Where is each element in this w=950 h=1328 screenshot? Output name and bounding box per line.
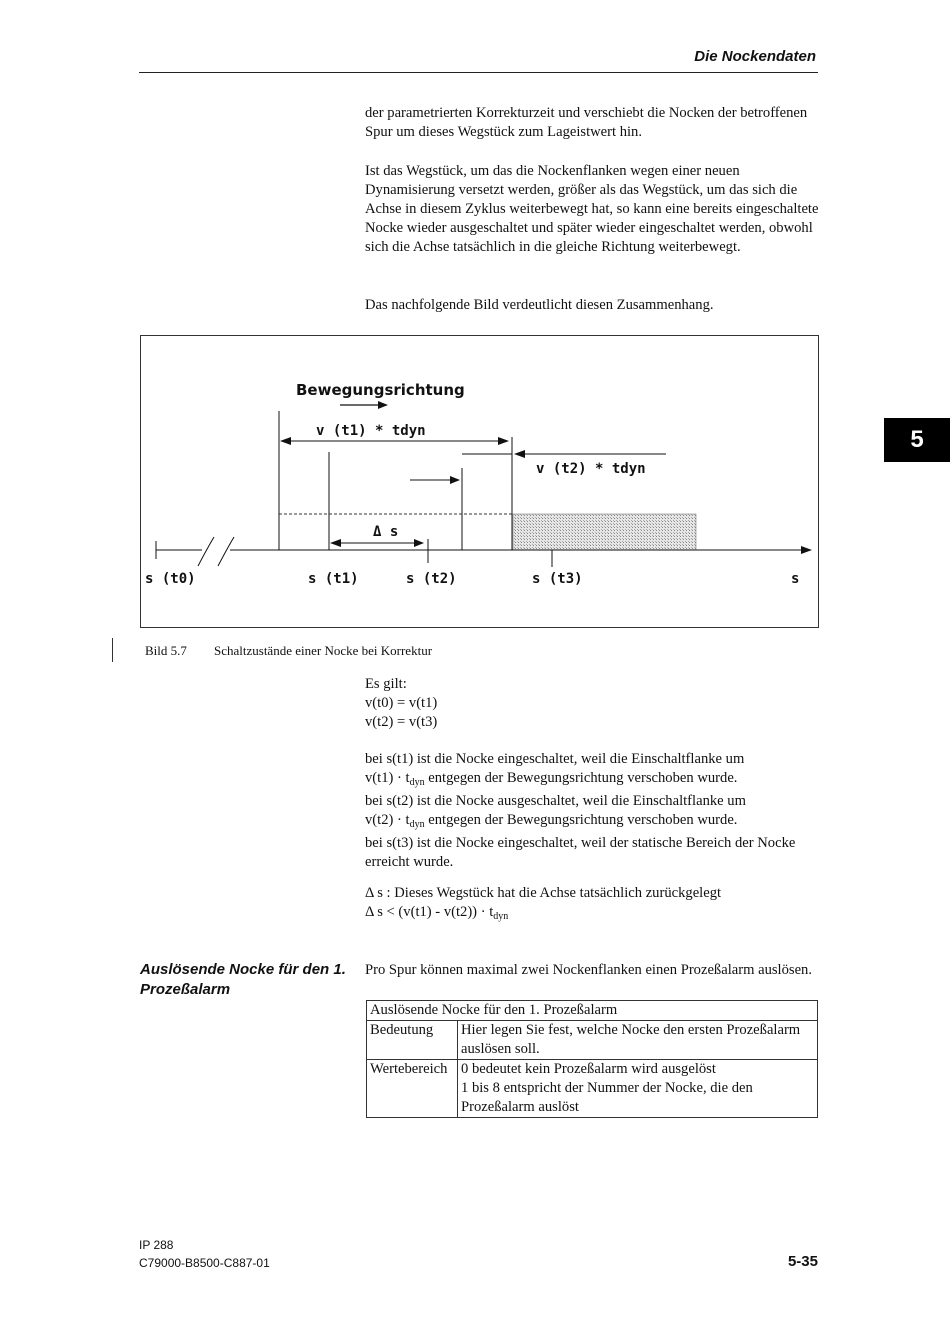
explanation-line-t1a: bei s(t1) ist die Nocke eingeschaltet, weil die Einschaltflanke um: [365, 751, 745, 767]
section-heading: Auslösende Nocke für den 1. Prozeßalarm: [140, 961, 346, 998]
ds-label: Δ s: [373, 524, 399, 540]
axis-label-t2: s (t2): [406, 571, 457, 587]
explanation-line-t3: bei s(t3) ist die Nocke eingeschaltet, weil der statische Bereich der Nocke erreicht wurde.: [365, 835, 796, 870]
equations-block: [365, 675, 820, 732]
diagram-title: Bewegungsrichtung: [296, 381, 465, 399]
v1-label: v (t1) * tdyn: [316, 423, 426, 439]
table-row: [367, 1021, 818, 1060]
delta-s-formula: Δ $s < (v(t1) - v(t2)) \cdot t_{dyn}$: [365, 904, 509, 922]
axis-label-s: s: [791, 571, 800, 587]
table-row-value: 0 bedeutet kein Prozeßalarm wird ausgelöst 1 bis 8 entspricht der Nummer der Nocke, die den Prozeßalarm auslöst: [458, 1060, 818, 1118]
page-header-title: Die Nockendaten: [694, 48, 816, 65]
intro-paragraph-3: Das nachfolgende Bild verdeutlicht diesen Zusammenhang.: [365, 297, 714, 313]
cam-static-region: [513, 514, 696, 550]
change-bar: [112, 638, 113, 662]
figure-caption: [145, 643, 432, 659]
axis-label-t0: s (t0): [145, 571, 196, 587]
header-rule: [139, 72, 818, 73]
footer-order-number: C79000-B8500-C887-01: [139, 1256, 270, 1270]
intro-paragraph-2: Ist das Wegstück, um das die Nockenflanken wegen einer neuen Dynamisierung versetzt werden, größer als das Wegstück, um das sich die Achse in diesem Zyklus weiterbewegt hat, so kann eine bereits eingeschaltete Nocke wieder ausgeschaltet und später wieder eingeschaltet werden, obwohl sich die Achse tatsächlich in die gleiche Richtung weiterbewegt.: [365, 163, 819, 255]
table-row-value: Hier legen Sie fest, welche Nocke den ersten Prozeßalarm auslösen soll.: [458, 1021, 818, 1060]
explanation-line-t2b: $v(t2) \cdot t_{dyn}$ entgegen der Bewegungsrichtung verschoben wurde.: [365, 812, 738, 830]
table-row: [367, 1060, 818, 1118]
caption-number: Bild 5.7: [145, 643, 187, 658]
direction-arrow: [340, 401, 388, 409]
explanation-line-t1b: $v(t1) \cdot t_{dyn}$ entgegen der Bewegungsrichtung verschoben wurde.: [365, 770, 738, 788]
delta-s-description: Δ s : Dieses Wegstück hat die Achse tatsächlich zurückgelegt: [365, 885, 722, 901]
chapter-tab: 5: [884, 418, 950, 462]
axis-label-t1: s (t1): [308, 571, 359, 587]
v2-label: v (t2) * tdyn: [536, 461, 646, 477]
table-row-label: Wertebereich: [367, 1060, 458, 1118]
parameter-table: [366, 1000, 818, 1118]
switching-explanation: [365, 750, 820, 872]
ds-dimension: [329, 452, 428, 563]
table-row-label: Bedeutung: [367, 1021, 458, 1060]
caption-text: Schaltzustände einer Nocke bei Korrektur: [214, 643, 433, 658]
delta-s-block: [365, 884, 820, 926]
table-header: Auslösende Nocke für den 1. Prozeßalarm: [367, 1001, 818, 1021]
equation-1: v(t0) = v(t1): [365, 695, 438, 711]
explanation-line-t2a: bei s(t2) ist die Nocke ausgeschaltet, weil die Einschaltflanke um: [365, 793, 746, 809]
footer-device: IP 288: [139, 1238, 174, 1252]
intro-paragraph-1: der parametrierten Korrekturzeit und verschiebt die Nocken der betroffenen Spur um dieses Wegstück zum Lageistwert hin.: [365, 105, 808, 140]
position-axis: [156, 537, 812, 566]
cam-switching-diagram: [140, 335, 819, 628]
section-intro: Pro Spur können maximal zwei Nockenflanken einen Prozeßalarm auslösen.: [365, 962, 813, 978]
page-number: 5-35: [787, 1253, 818, 1270]
axis-label-t3: s (t3): [532, 571, 583, 587]
es-gilt: Es gilt:: [365, 676, 407, 692]
table-header-row: [367, 1001, 818, 1021]
equation-2: v(t2) = v(t3): [365, 714, 438, 730]
